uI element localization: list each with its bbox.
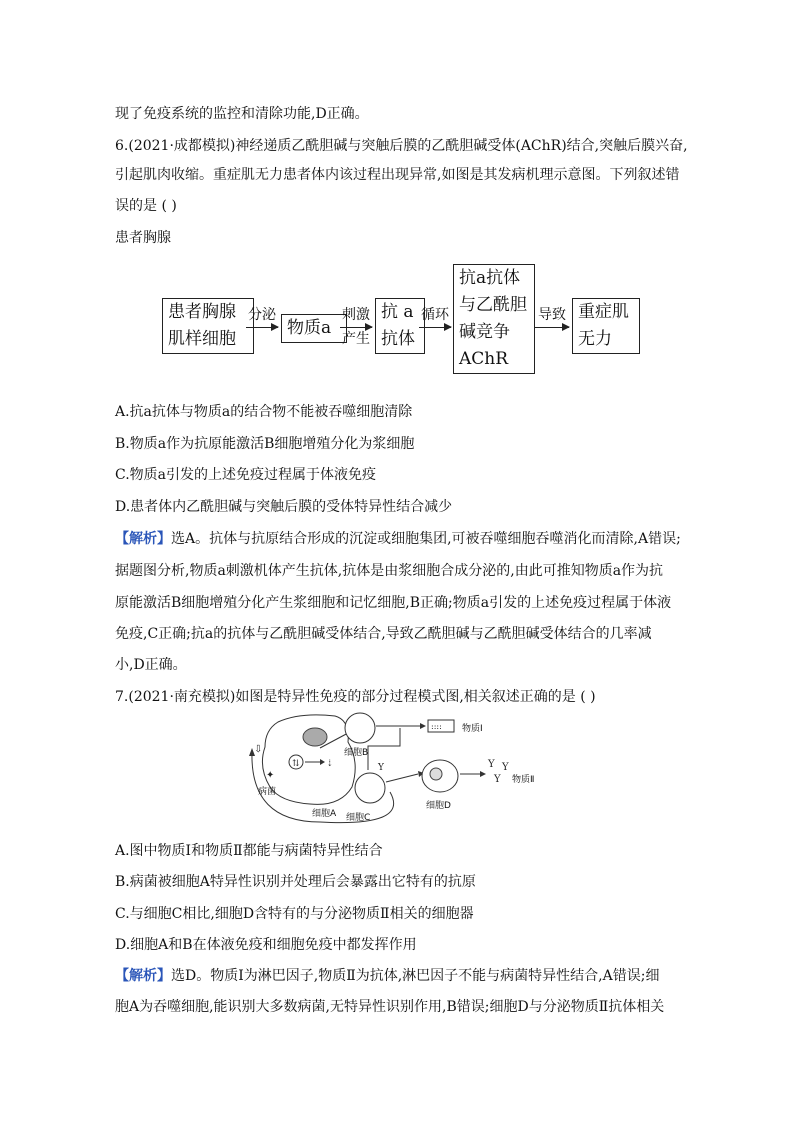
cell-b-label: 细胞B — [344, 748, 369, 758]
substance-2-label: 物质Ⅱ — [512, 775, 535, 785]
flow-box-text: 抗体 — [381, 329, 415, 349]
flow-arrow — [419, 327, 451, 328]
flow-arrow-label: 产生 — [342, 331, 370, 347]
q7-analysis-line-2: 胞A为吞噬细胞,能识别大多数病菌,无特异性识别作用,B错误;细胞D与分泌物质Ⅱ抗体相关 — [115, 999, 665, 1015]
bacteria-label: 病菌 — [258, 787, 277, 797]
analysis-tag: 【解析】 — [115, 968, 171, 984]
cell-c-label: 细胞C — [346, 813, 371, 823]
svg-text:Y: Y — [502, 762, 509, 773]
flow-arrow-label: 导致 — [538, 307, 566, 323]
svg-text:⇣: ⇣ — [326, 759, 334, 769]
q6-analysis-line-4: 免疫,C正确;抗a的抗体与乙酰胆碱受体结合,导致乙酰胆碱与乙酰胆碱受体结合的几率减 — [115, 626, 652, 642]
flow-box-anti-a-antibody — [375, 298, 425, 354]
analysis-text: 选A。抗体与抗原结合形成的沉淀或细胞集团,可被吞噬细胞吞噬消化而清除,A错误; — [171, 531, 681, 547]
substance-1-label: 物质Ⅰ — [462, 724, 483, 734]
svg-text:Y: Y — [494, 774, 501, 785]
cell-a-shape — [262, 715, 355, 805]
flow-box-text: 肌样细胞 — [168, 329, 236, 349]
q6-stem-line-4: 患者胸腺 — [115, 230, 171, 246]
flow-box-text: 重症肌 — [578, 302, 629, 322]
cell-d-label: 细胞D — [426, 801, 451, 811]
q6-option-b: B.物质a作为抗原能激活B细胞增殖分化为浆细胞 — [115, 436, 415, 452]
q7-option-c: C.与细胞C相比,细胞D含特有的与分泌物质Ⅱ相关的细胞器 — [115, 906, 474, 922]
q7-analysis-line-1 — [115, 966, 659, 986]
text-line: 现了免疫系统的监控和清除功能,D正确。 — [115, 106, 369, 122]
q7-option-b: B.病菌被细胞A特异性识别并处理后会暴露出它特有的抗原 — [115, 874, 476, 890]
q6-option-d: D.患者体内乙酰胆碱与突触后膜的受体特异性结合减少 — [115, 499, 453, 515]
flow-arrow-label: 刺激 — [342, 307, 370, 323]
cell-b-shape — [345, 713, 375, 743]
svg-text:⇅: ⇅ — [292, 759, 300, 769]
cell-a-label: 细胞A — [312, 809, 337, 819]
svg-text:Y: Y — [488, 759, 495, 770]
flow-box-substance-a — [281, 314, 347, 343]
q6-stem-line-1: 6.(2021·成都模拟)神经递质乙酰胆碱与突触后膜的乙酰胆碱受体(AChR)结合,突触后膜兴奋, — [115, 138, 688, 154]
flow-box-text: 物质a — [287, 318, 332, 338]
q6-stem-line-3: 误的是 ( ) — [115, 198, 177, 214]
flow-arrow-label: 分泌 — [248, 307, 276, 323]
q7-option-a: A.图中物质Ⅰ和物质Ⅱ都能与病菌特异性结合 — [115, 843, 383, 859]
q6-analysis-line-3: 原能激活B细胞增殖分化产生浆细胞和记忆细胞,B正确;物质a引发的上述免疫过程属于体液 — [115, 595, 672, 611]
svg-text:⇩: ⇩ — [254, 744, 263, 755]
flow-arrow — [340, 327, 372, 328]
flow-box-text: 与乙酰胆 — [459, 295, 527, 315]
q6-analysis-line-2: 据题图分析,物质a刺激机体产生抗体,抗体是由浆细胞合成分泌的,由此可推知物质a作为抗 — [115, 563, 664, 579]
flow-arrow — [246, 327, 278, 328]
flow-box-thymus-cells — [162, 298, 254, 354]
flow-arrow-label: 循环 — [421, 307, 449, 323]
flow-box-text: 碱竞争 — [459, 322, 510, 342]
svg-text:::::: :::: — [431, 722, 442, 731]
q6-analysis-line-5: 小,D正确。 — [115, 657, 187, 673]
cell-a-nucleus — [303, 728, 327, 746]
flow-box-competition — [453, 264, 535, 374]
analysis-text: 选D。物质Ⅰ为淋巴因子,物质Ⅱ为抗体,淋巴因子不能与病菌特异性结合,A错误;细 — [171, 968, 660, 984]
q7-option-d: D.细胞A和B在体液免疫和细胞免疫中都发挥作用 — [115, 937, 417, 953]
q6-stem-line-2: 引起肌肉收缩。重症肌无力患者体内该过程出现异常,如图是其发病机理示意图。下列叙述错 — [115, 167, 680, 183]
flow-box-text: 患者胸腺 — [168, 302, 236, 322]
flow-arrow — [535, 327, 569, 328]
q6-option-c: C.物质a引发的上述免疫过程属于体液免疫 — [115, 467, 377, 483]
flow-box-text: 抗a抗体 — [459, 268, 521, 288]
q6-analysis-line-1 — [115, 529, 681, 549]
flow-box-text: 无力 — [578, 329, 612, 349]
q7-stem-line-1: 7.(2021·南充模拟)如图是特异性免疫的部分过程模式图,相关叙述正确的是 ( ) — [115, 689, 596, 705]
flow-box-myasthenia — [572, 298, 640, 354]
svg-text:✦: ✦ — [266, 770, 275, 781]
flow-box-text: AChR — [459, 349, 509, 369]
cell-c-shape — [355, 773, 385, 803]
q6-option-a: A.抗a抗体与物质a的结合物不能被吞噬细胞清除 — [115, 404, 413, 420]
q7-immune-diagram — [240, 712, 560, 827]
analysis-tag: 【解析】 — [115, 531, 171, 547]
flow-box-text: 抗 a — [381, 302, 414, 322]
svg-text:Y: Y — [378, 763, 384, 773]
